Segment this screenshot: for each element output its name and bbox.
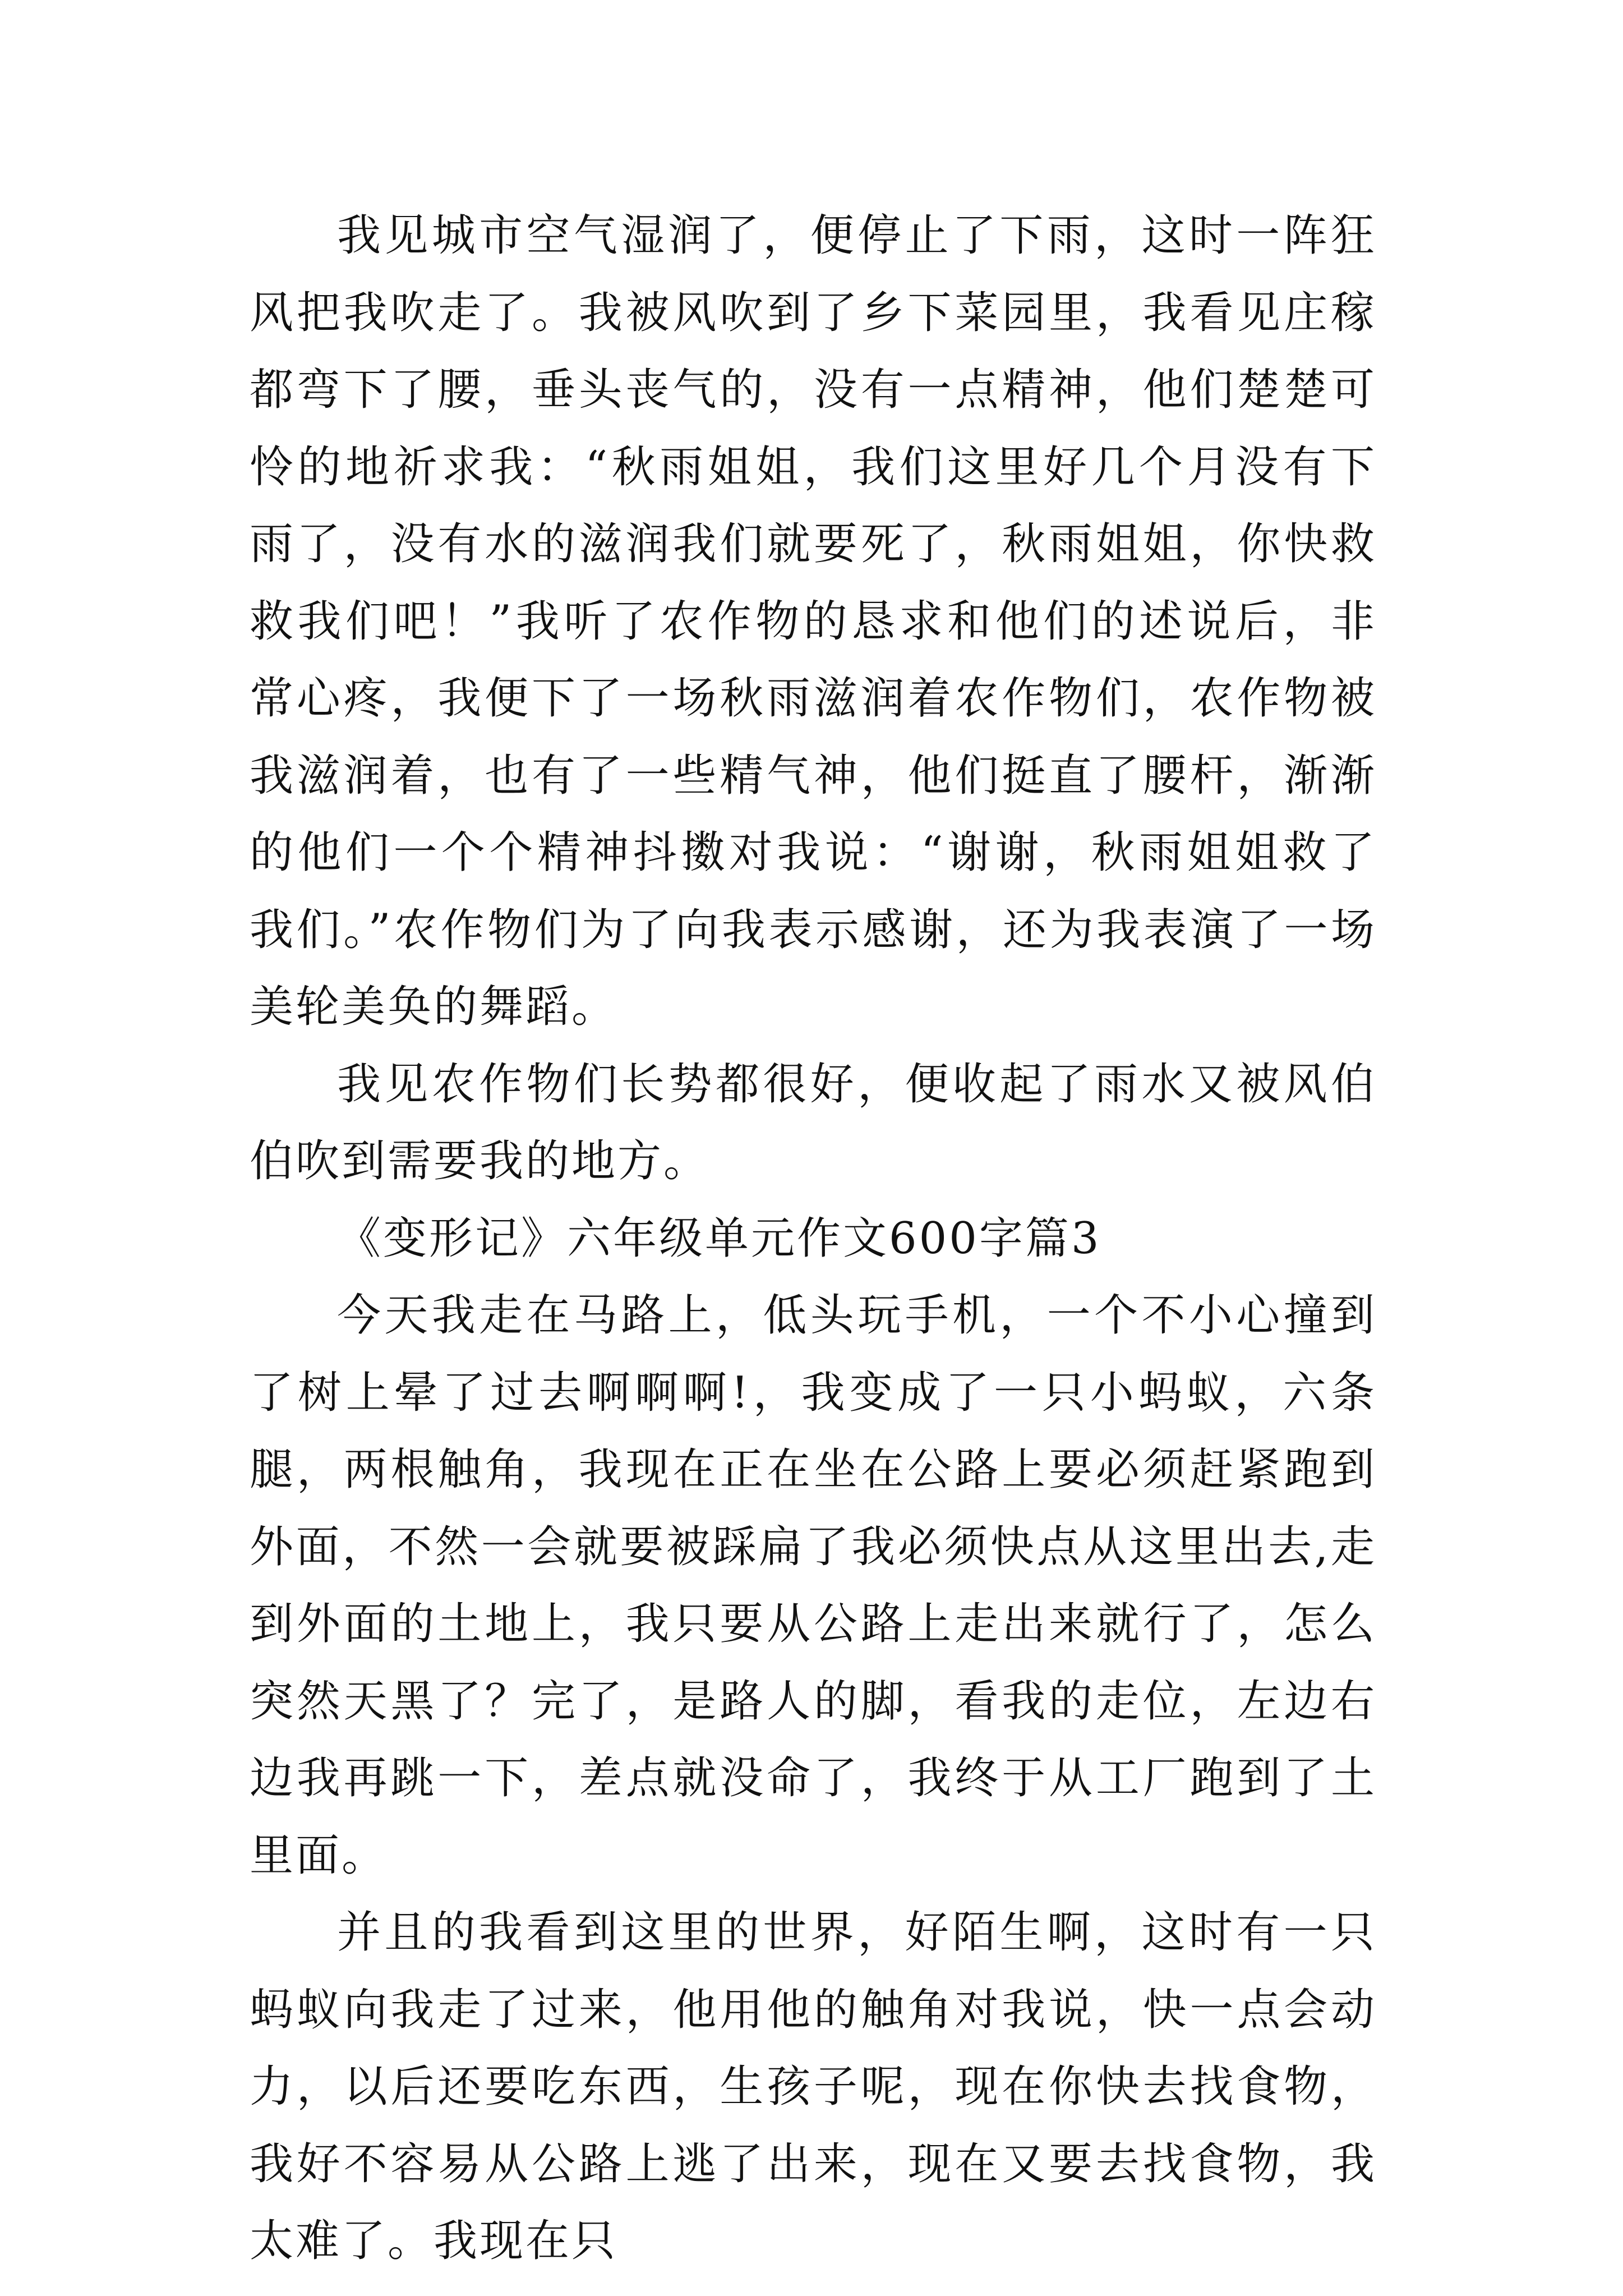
section-title: 《变形记》六年级单元作文600字篇3	[337, 1213, 1101, 1264]
paragraph-rain-city: 我见城市空气湿润了，便停止了下雨，这时一阵狂风把我吹走了。我被风吹到了乡下菜园里，我看见庄稼都弯下了腰，垂头丧气的，没有一点精神，他们楚楚可怜的地祈求我：“秋雨姐姐，我们这里好几个月没有下雨了，没有水的滋润我们就要死了，秋雨姐姐，你快救救我们吧！”我听了农作物的恳求和他们的述说后，非常心疼，我便下了一场秋雨滋润着农作物们，农作物被我滋润着，也有了一些精气神，他们挺直了腰杆，渐渐的他们一个个精神抖擞对我说：“谢谢，秋雨姐姐救了我们。”农作物们为了向我表示感谢，还为我表演了一场美轮美奂的舞蹈。	[250, 210, 1377, 1032]
paragraph-ant-road: 今天我走在马路上，低头玩手机，一个不小心撞到了树上晕了过去啊啊啊!，我变成了一只小蚂蚁，六条腿，两根触角，我现在正在坐在公路上要必须赶紧跑到外面，不然一会就要被踩扁了我必须快点从这里出去,走到外面的土地上，我只要从公路上走出来就行了，怎么突然天黑了？完了，是路人的脚，看我的走位，左边右边我再跳一下，差点就没命了，我终于从工厂跑到了土里面。	[250, 1290, 1377, 1881]
document-body	[250, 197, 1377, 2280]
paragraph-rain-wind: 我见农作物们长势都很好，便收起了雨水又被风伯伯吹到需要我的地方。	[250, 1059, 1377, 1186]
paragraph-ant-world: 并且的我看到这里的世界，好陌生啊，这时有一只蚂蚁向我走了过来，他用他的触角对我说，快一点会动力，以后还要吃东西，生孩子呢，现在你快去找食物，我好不容易从公路上逃了出来，现在又要去找食物，我太难了。我现在只	[250, 1907, 1377, 2266]
